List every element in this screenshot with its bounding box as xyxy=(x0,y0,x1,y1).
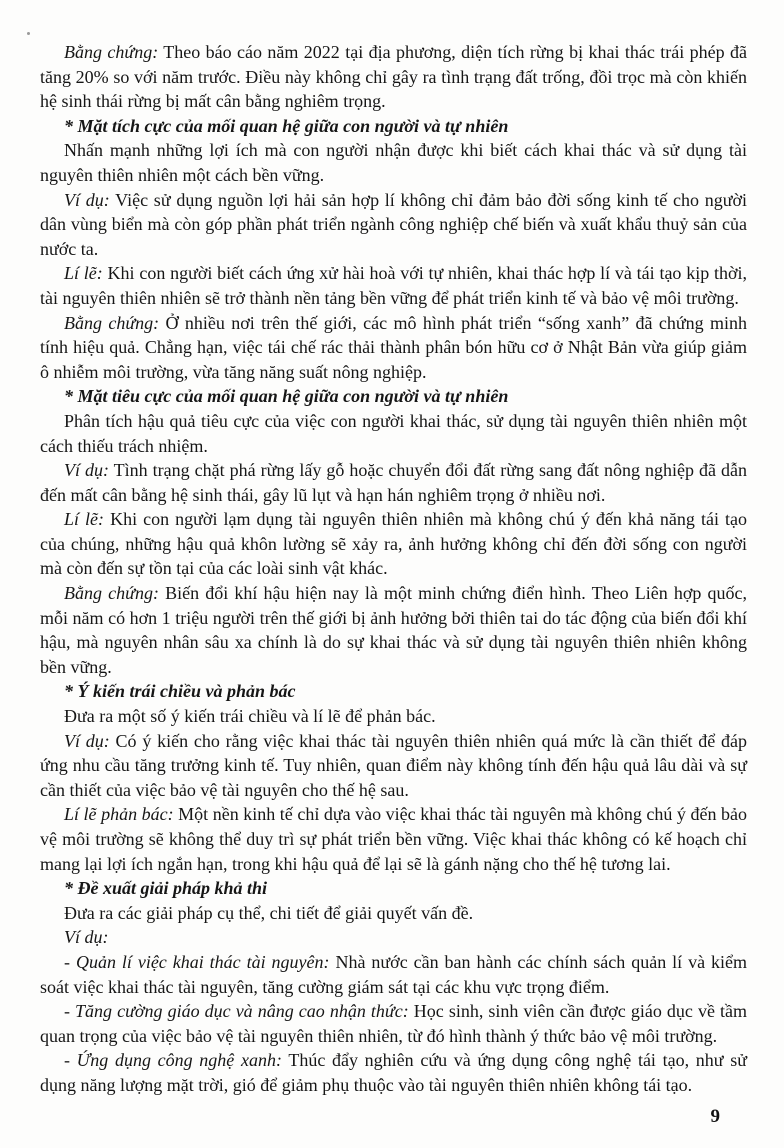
paragraph-label: - Tăng cường giáo dục và nâng cao nhận thức: xyxy=(64,1001,409,1022)
list-item: - Ứng dụng công nghệ xanh: Thúc đẩy nghiên cứu và ứng dụng công nghệ tái tạo, như sử dụng năng lượng mặt trời, gió để giảm phụ thuộc vào tài nguyên thiên nhiên không tái tạo. xyxy=(40,1050,748,1095)
paragraph: Lí lẽ phản bác: Một nền kinh tế chỉ dựa vào việc khai thác tài nguyên mà không chú ý đến bảo vệ môi trường sẽ không thể duy trì sự phát triển bền vững. Việc khai thác không có kế hoạch chỉ mang lại lợi ích ngắn hạn, trong khi hậu quả để lại sẽ là gánh nặng cho thế hệ tương lai. xyxy=(40,804,747,874)
paragraph-label: Lí lẽ phản bác: xyxy=(64,804,174,825)
page-number: 9 xyxy=(710,1106,720,1127)
paragraph: Ví dụ: Có ý kiến cho rằng việc khai thác tài nguyên thiên nhiên quá mức là cần thiết để đáp ứng nhu cầu tăng trưởng kinh tế. Tuy nhiên, quan điểm này không tính đến hậu quả lâu dài và sự cần thiết của việc bảo vệ tài nguyên cho thế hệ sau. xyxy=(40,730,747,800)
paragraph-label: Lí lẽ: xyxy=(64,263,103,284)
paragraph-label: Ví dụ: xyxy=(64,460,109,481)
paragraph: Phân tích hậu quả tiêu cực của việc con người khai thác, sử dụng tài nguyên thiên nhiên một cách thiếu trách nhiệm. xyxy=(40,410,747,456)
section-heading: * Mặt tiêu cực của mối quan hệ giữa con người và tự nhiên xyxy=(64,386,509,407)
section-heading: * Ý kiến trái chiều và phản bác xyxy=(64,681,296,702)
paragraph: Đưa ra các giải pháp cụ thể, chi tiết để giải quyết vấn đề. xyxy=(64,902,474,923)
paragraph-label: - Ứng dụng công nghệ xanh: xyxy=(64,1050,282,1071)
paragraph-label: Lí lẽ: xyxy=(64,509,105,530)
list-item: - Quản lí việc khai thác tài nguyên: Nhà nước cần ban hành các chính sách quản lí và kiểm soát việc khai thác tài nguyên, tăng cường giám sát tại các khu vực trọng điểm. xyxy=(40,951,748,997)
paragraph: Ví dụ: Việc sử dụng nguồn lợi hải sản hợp lí không chỉ đảm bảo đời sống kinh tế cho người dân vùng biển mà còn góp phần phát triển ngành công nghiệp chế biến và xuất khẩu thuỷ sản của nước ta. xyxy=(40,189,748,259)
paragraph: Lí lẽ: Khi con người biết cách ứng xử hài hoà với tự nhiên, khai thác hợp lí và tái tạo kịp thời, tài nguyên thiên nhiên sẽ trở thành nền tảng bền vững để phát triển kinh tế và bảo vệ môi trường. xyxy=(40,263,748,308)
paragraph-label: Ví dụ: xyxy=(64,730,110,751)
page-content xyxy=(40,40,747,1098)
paragraph-label: Bằng chứng: xyxy=(64,312,160,333)
section-heading: * Mặt tích cực của mối quan hệ giữa con người và tự nhiên xyxy=(64,115,509,136)
paragraph-label: Bằng chứng: xyxy=(64,583,159,604)
paragraph: Bằng chứng: Biến đổi khí hậu hiện nay là một minh chứng điển hình. Theo Liên hợp quốc, mỗi năm có hơn 1 triệu người trên thế giới bị ảnh hưởng bởi thiên tai do tác động của biến đổi khí hậu, mà nguyên nhân sâu xa chính là do sự khai thác và sử dụng tài nguyên thiên nhiên không bền vững. xyxy=(40,583,747,677)
paragraph: Bằng chứng: Ở nhiều nơi trên thế giới, các mô hình phát triển “sống xanh” đã chứng minh tính hiệu quả. Chẳng hạn, việc tái chế rác thải thành phân bón hữu cơ ở Nhật Bản vừa giúp giảm ô nhiễm môi trường, vừa tăng năng suất nông nghiệp. xyxy=(40,312,747,382)
section-heading: * Đề xuất giải pháp khả thi xyxy=(64,878,268,899)
paragraph: Nhấn mạnh những lợi ích mà con người nhận được khi biết cách khai thác và sử dụng tài nguyên thiên nhiên một cách bền vững. xyxy=(40,140,747,185)
paragraph: Đưa ra một số ý kiến trái chiều và lí lẽ để phản bác. xyxy=(64,706,436,727)
paragraph-label: - Quản lí việc khai thác tài nguyên: xyxy=(64,951,330,972)
paragraph xyxy=(40,925,747,950)
paragraph: Ví dụ: Tình trạng chặt phá rừng lấy gỗ hoặc chuyển đổi đất rừng sang đất nông nghiệp đã dẫn đến mất cân bằng hệ sinh thái, gây lũ lụt và hạn hán nghiêm trọng ở nhiều nơi. xyxy=(40,460,748,505)
paragraph-label: Bằng chứng: xyxy=(64,42,159,62)
scan-speck xyxy=(27,32,30,35)
list-item: - Tăng cường giáo dục và nâng cao nhận thức: Học sinh, sinh viên cần được giáo dục về tầm quan trọng của việc bảo vệ tài nguyên thiên nhiên, từ đó hình thành ý thức bảo vệ môi trường. xyxy=(40,1001,747,1046)
paragraph-label: Ví dụ: xyxy=(64,189,110,210)
paragraph: Bằng chứng: Theo báo cáo năm 2022 tại địa phương, diện tích rừng bị khai thác trái phép đã tăng 20% so với năm trước. Điều này không chỉ gây ra tình trạng đất trống, đồi trọc mà còn khiến hệ sinh thái rừng bị mất cân bằng nghiêm trọng. xyxy=(40,42,748,112)
paragraph: Lí lẽ: Khi con người lạm dụng tài nguyên thiên nhiên mà không chú ý đến khả năng tái tạo của chúng, những hậu quả khôn lường sẽ xảy ra, ảnh hưởng không chỉ đến đời sống con người mà còn đến sự tồn tại của các loài sinh vật khác. xyxy=(40,509,747,579)
paragraph-label: Ví dụ: xyxy=(64,927,109,948)
